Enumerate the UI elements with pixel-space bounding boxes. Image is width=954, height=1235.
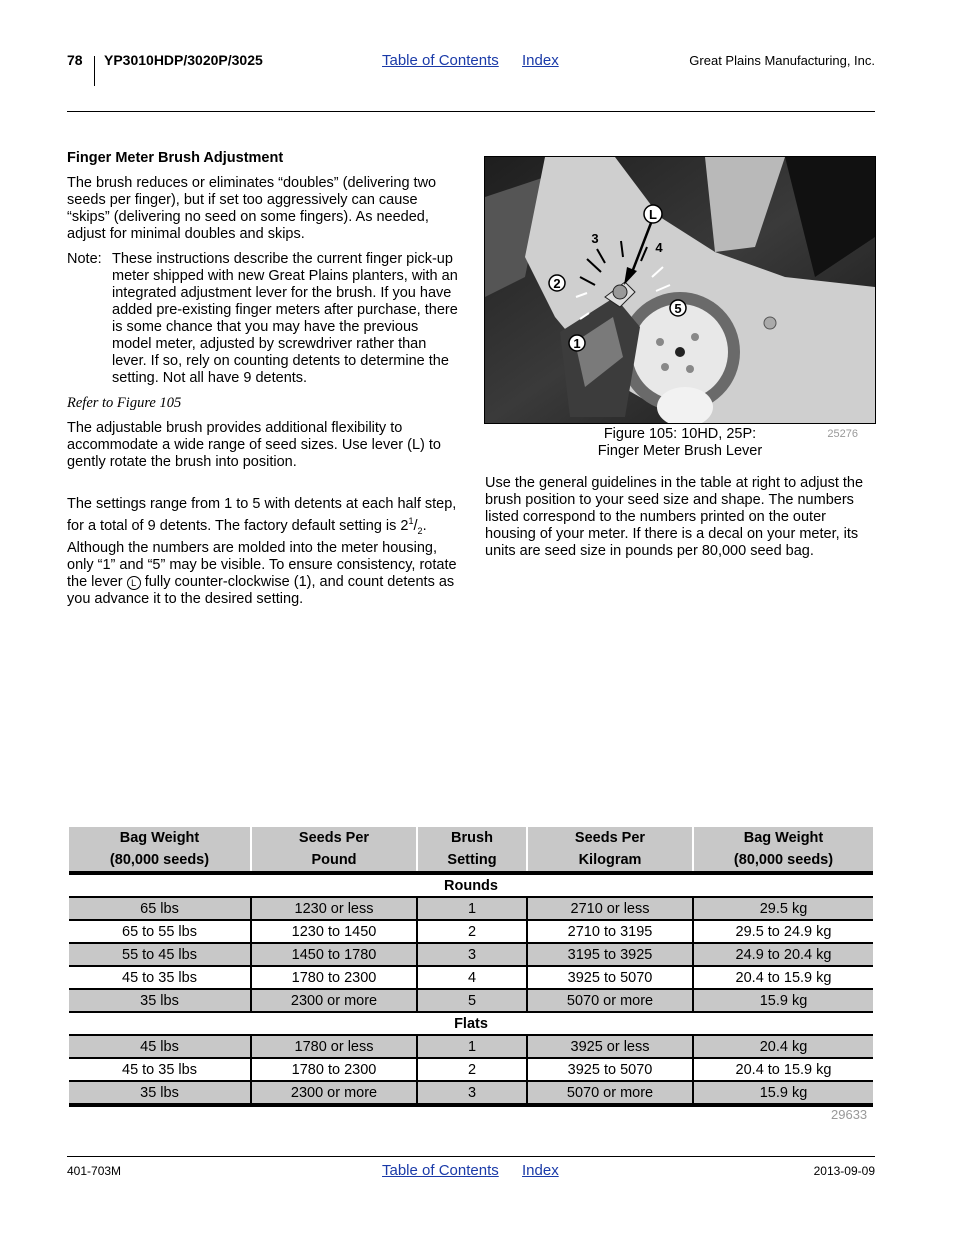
page-number: 78 [67, 52, 83, 68]
section-heading: Finger Meter Brush Adjustment [67, 150, 284, 166]
table-row: 65 to 55 lbs 1230 to 1450 2 2710 to 3195 29.5 to 24.9 kg [69, 920, 873, 943]
table-row: 35 lbs 2300 or more 5 5070 or more 15.9 kg [69, 989, 873, 1012]
table-row: 35 lbs 2300 or more 3 5070 or more 15.9 kg [69, 1081, 873, 1105]
footer-toc-link[interactable]: Table of Contents [382, 1162, 499, 1179]
callout-L [644, 205, 662, 223]
publish-date: 2013-09-09 [813, 1164, 875, 1178]
header-divider [94, 56, 95, 86]
table-row: 45 lbs 1780 or less 1 3925 or less 20.4 kg [69, 1035, 873, 1058]
guidelines-paragraph: Use the general guidelines in the table at right to adjust the brush position to your seed size and shape. The numbers listed correspond to the numbers printed on the outer housing of your meter. If there is a decal on your meter, its units are seed size in pounds per 80,000 seed bag. [485, 475, 864, 559]
figure-reference: Refer to Figure 105 [67, 395, 182, 411]
caption-line-1: Figure 105: 10HD, 25P: [603, 426, 757, 442]
svg-text:2: 2 [553, 276, 561, 291]
lever-paragraph: The adjustable brush provides additional flexibility to accommodate a wide range of seed sizes. Use lever (L) to gently rotate the brush into position. [67, 420, 441, 470]
footer-index-link[interactable]: Index [522, 1162, 559, 1179]
table-row: 45 to 35 lbs 1780 to 2300 4 3925 to 5070 20.4 to 15.9 kg [69, 966, 873, 989]
table-number: 29633 [831, 1107, 868, 1122]
caption-line-2: Finger Meter Brush Lever [597, 443, 763, 459]
page-header [0, 52, 954, 92]
col-header: Seeds Per Pound [251, 827, 417, 873]
note-block [67, 251, 459, 387]
index-link[interactable]: Index [522, 52, 559, 69]
footer-rule [67, 1156, 875, 1157]
callout-4 [655, 240, 663, 255]
col-header: Seeds Per Kilogram [527, 827, 693, 873]
callout-3 [591, 231, 598, 246]
note-text: These instructions describe the current finger pick-up meter shipped with new Great Plains planters, with an integrated adjustment lever for the brush. If you have added pre-existing finger meters after purchase, there is some chance that you may have the previous model meter, adjusted by screwdriver rather than lever. If so, rely on counting detents to determine the setting. Not all have 9 detents. [112, 251, 458, 386]
brush-setting-table [69, 827, 873, 1107]
table-row: 45 to 35 lbs 1780 to 2300 2 3925 to 5070 20.4 to 15.9 kg [69, 1058, 873, 1081]
col-header: Bag Weight (80,000 seeds) [693, 827, 873, 873]
meter-photo-illustration [485, 157, 875, 423]
col-header: Brush Setting [417, 827, 527, 873]
settings-paragraph: The settings range from 1 to 5 with detents at each half step, for a total of 9 detents. The factory default setting is $2^1/_2$. Although the numbers are molded into the meter housing, only “1” and “5” may be visible. To ensure consistency, rotate the lever L fully counter-clockwise (1), and count detents as you advance it to the desired setting. [67, 496, 457, 607]
header-rule [67, 111, 875, 112]
left-column [67, 150, 459, 616]
company-name: Great Plains Manufacturing, Inc. [689, 53, 875, 68]
callout-5 [670, 300, 686, 316]
figure-caption [484, 426, 876, 460]
doc-number: 401-703M [67, 1164, 122, 1178]
svg-text:5: 5 [674, 301, 682, 316]
table-header-row [69, 827, 873, 873]
callout-2 [549, 275, 565, 291]
figure-number: 25276 [827, 428, 858, 440]
svg-text:1: 1 [573, 336, 581, 351]
svg-text:L: L [649, 207, 657, 222]
table-row: 65 lbs 1230 or less 1 2710 or less 29.5 kg [69, 897, 873, 920]
callout-1 [569, 335, 585, 351]
fraction: $^1/_2$ [408, 516, 423, 536]
figure-photo [484, 156, 876, 424]
note-label: Note: [67, 251, 102, 267]
toc-link[interactable]: Table of Contents [382, 52, 499, 69]
table-row: 55 to 45 lbs 1450 to 1780 3 3195 to 3925 24.9 to 20.4 kg [69, 943, 873, 966]
col-header: Bag Weight (80,000 seeds) [69, 827, 251, 873]
svg-text:3: 3 [591, 231, 599, 246]
section-row-flats: Flats [69, 1012, 873, 1035]
lever-symbol-icon: L [127, 576, 141, 590]
svg-text:4: 4 [655, 240, 663, 255]
intro-paragraph: The brush reduces or eliminates “doubles” (delivering two seeds per finger), but if set too aggressively can cause “skips” (delivering no seed on some fingers). As needed, adjust for minimal doubles and skips. [67, 175, 437, 242]
section-row-rounds: Rounds [69, 873, 873, 897]
model-title: YP3010HDP/3020P/3025 [104, 52, 263, 68]
